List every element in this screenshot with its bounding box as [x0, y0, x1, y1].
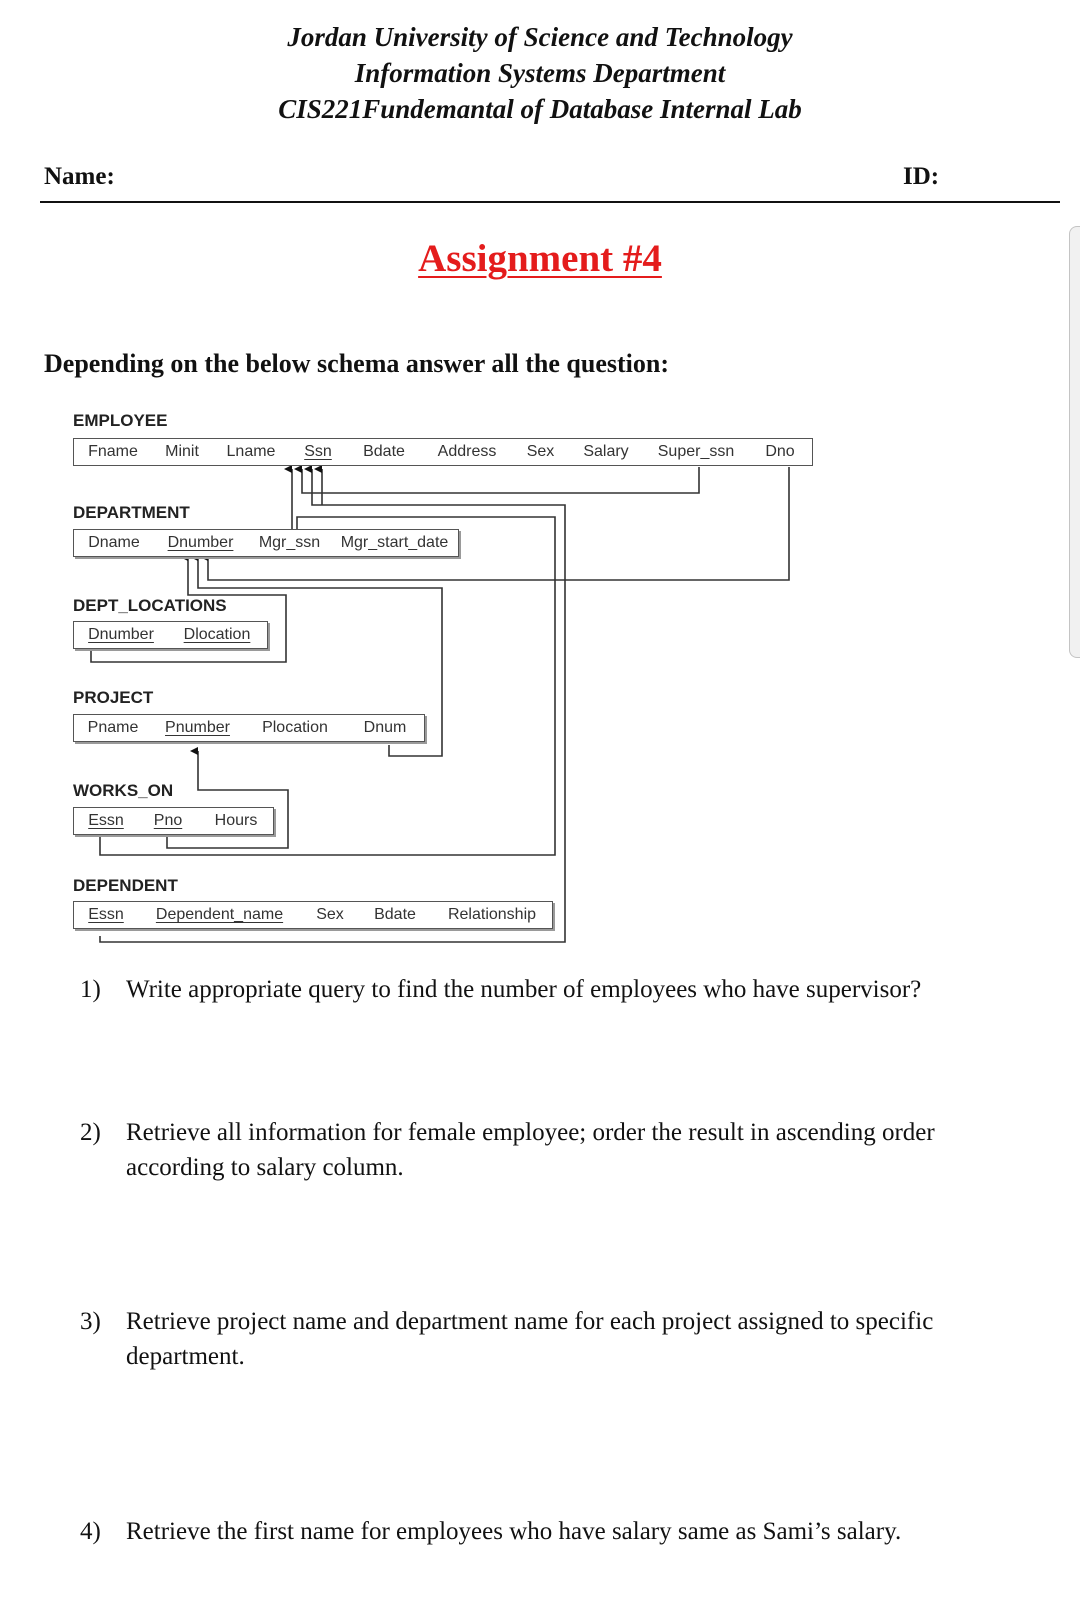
question-3-number: 3): [80, 1308, 101, 1335]
department-col-dnumber: Dnumber: [153, 529, 249, 557]
question-2-text: Retrieve all information for female employee; order the result in ascending order according to salary column.: [126, 1119, 935, 1181]
name-label: Name:: [44, 163, 115, 190]
project-col-dnum: Dnum: [346, 714, 425, 742]
dependent-table-name: DEPENDENT: [73, 876, 178, 895]
course-title: CIS221Fundemantal of Database Internal Lab: [278, 94, 802, 124]
question-4-text: Retrieve the first name for employees who have salary same as Sami’s salary.: [126, 1518, 902, 1545]
employee-col-ssn: Ssn: [289, 438, 348, 466]
dependent-col-dependent-name: Dependent_name: [137, 901, 303, 929]
works-on-table-name: WORKS_ON: [73, 781, 174, 800]
question-3-text: Retrieve project name and department name for each project assigned to specific department.: [126, 1308, 934, 1370]
employee-col-sex: Sex: [513, 438, 569, 466]
department-table-name: DEPARTMENT: [73, 503, 190, 522]
university-title: Jordan University of Science and Technology: [287, 22, 793, 52]
employee-col-minit: Minit: [151, 438, 214, 466]
question-4: [80, 1514, 1000, 1549]
employee-col-address: Address: [421, 438, 514, 466]
dept-locations-table-name: DEPT_LOCATIONS: [73, 596, 227, 615]
works-on-col-pno: Pno: [137, 807, 200, 835]
dept-locations-col-dlocation: Dlocation: [167, 621, 268, 649]
question-1-number: 1): [80, 976, 101, 1003]
works-on-col-hours: Hours: [199, 807, 274, 835]
employee-col-super-ssn: Super_ssn: [644, 438, 749, 466]
project-col-plocation: Plocation: [244, 714, 347, 742]
employee-col-fname: Fname: [73, 438, 153, 466]
assignment-title: Assignment #4: [418, 237, 662, 280]
dependent-col-essn: Essn: [73, 901, 139, 929]
employee-col-salary: Salary: [568, 438, 645, 466]
employee-table-name: EMPLOYEE: [73, 411, 168, 430]
instruction-text: Depending on the below schema answer all the question:: [44, 349, 670, 378]
id-label: ID:: [903, 163, 940, 190]
works-on-col-essn: Essn: [73, 807, 139, 835]
question-3: [80, 1304, 1000, 1374]
question-2: [80, 1115, 1000, 1185]
department-col-mgr-start-date: Mgr_start_date: [331, 529, 459, 557]
project-col-pnumber: Pnumber: [151, 714, 245, 742]
employee-col-bdate: Bdate: [347, 438, 422, 466]
employee-col-lname: Lname: [213, 438, 290, 466]
department-title: Information Systems Department: [354, 58, 726, 88]
question-4-number: 4): [80, 1518, 101, 1545]
employee-col-dno: Dno: [748, 438, 813, 466]
dependent-col-sex: Sex: [302, 901, 359, 929]
department-col-mgr-ssn: Mgr_ssn: [248, 529, 332, 557]
question-1: [80, 972, 1000, 1007]
dept-locations-col-dnumber: Dnumber: [73, 621, 169, 649]
dependent-col-relationship: Relationship: [432, 901, 553, 929]
question-1-text: Write appropriate query to find the number of employees who have supervisor?: [126, 976, 922, 1003]
department-col-dname: Dname: [73, 529, 155, 557]
question-2-number: 2): [80, 1119, 101, 1146]
dependent-col-bdate: Bdate: [358, 901, 433, 929]
project-col-pname: Pname: [73, 714, 153, 742]
project-table-name: PROJECT: [73, 688, 154, 707]
